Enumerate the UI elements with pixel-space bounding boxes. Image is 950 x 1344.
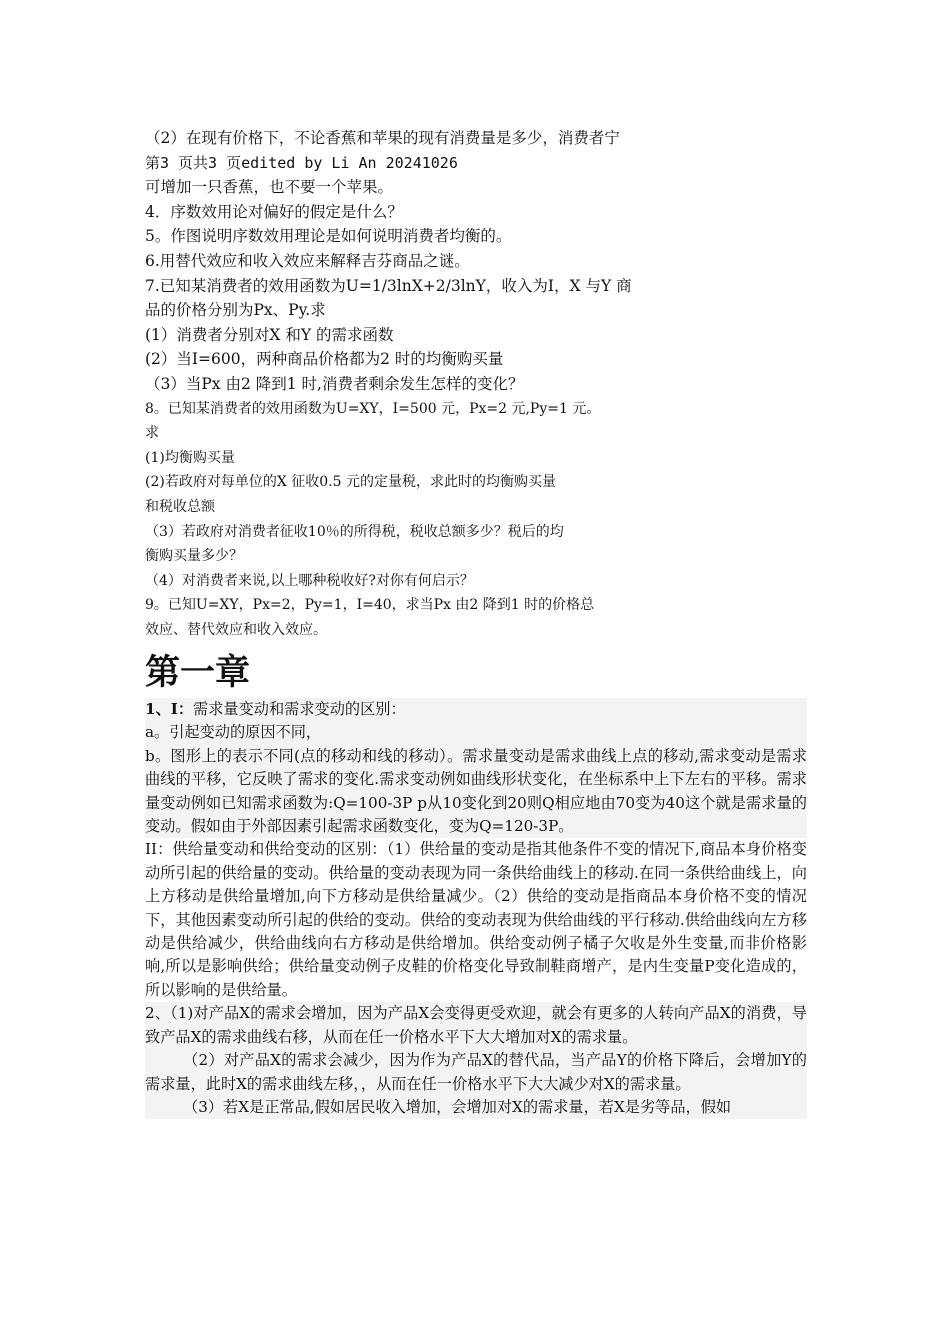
question-line: 9。已知U=XY，Px=2，Py=1，I=40，求当Px 由2 降到1 时的价格总 [145,597,595,614]
question-line: 求 [145,425,159,442]
question-line: 可增加一只香蕉，也不要一个苹果。 [145,178,394,197]
question-line: (2）当I=600，两种商品价格都为2 时的均衡购买量 [145,350,504,369]
question-line: (1）消费者分别对X 和Y 的需求函数 [145,325,394,344]
answer-2-part-2: （2）对产品X的需求会减少，因为作为产品X的替代品，当产品Y的价格下降后，会增加Y的需求量，此时X的需求曲线左移，，从而在任一价格水平下大大减少对X的需求量。 [145,1051,807,1093]
answer-1-title [145,698,807,721]
question-line: 8。已知某消费者的效用函数为U=XY，I=500 元，Px=2 元,Py=1 元。 [145,400,601,417]
answer-2-part-1: 2、（1)对产品X的需求会增加，因为产品X会变得更受欢迎，就会有更多的人转向产品X的消费，导致产品X的需求曲线右移，从而在任一价格水平下大大增加对X的需求量。 [145,1004,807,1046]
question-line: （2）在现有价格下，不论香蕉和苹果的现有消费量是多少，消费者宁 [145,129,620,147]
question-line: （4）对消费者来说,以上哪种税收好?对你有何启示？ [145,572,474,589]
chapter-heading: 第一章 [145,653,251,693]
question-line: 4．序数效用论对偏好的假定是什么？ [145,202,403,221]
question-line: 品的价格分别为Px、Py.求 [145,301,326,320]
question-line: 5。作图说明序数效用理论是如何说明消费者均衡的。 [145,227,512,246]
question-line: 效应、替代效应和收入效应。 [145,621,327,638]
answer-1-label: 1、I： [145,700,194,718]
question-line: 衡购买量多少？ [145,548,243,565]
question-list [145,126,805,642]
question-line: 和税收总额 [145,498,215,515]
answer-1-point-a: a。引起变动的原因不同， [145,723,322,742]
question-line: 6.用替代效应和收入效应来解释吉芬商品之谜。 [145,251,470,270]
page-footer-line: 第3 页共3 页edited by Li An 20241026 [145,153,458,172]
answer-1-block [145,698,807,838]
answer-1-heading: 需求量变动和需求变动的区别： [193,700,406,718]
question-line: (1)均衡购买量 [145,449,235,466]
question-line: （3）若政府对消费者征收10％的所得税，税收总额多少？税后的均 [145,523,564,540]
answer-2-part-3: （3）若X是正常品,假如居民收入增加，会增加对X的需求量，若X是劣等品，假如 [183,1097,732,1116]
question-line: （3）当Px 由2 降到1 时,消费者剩余发生怎样的变化？ [145,374,524,393]
answer-2-block [145,1002,807,1119]
question-line: 7.已知某消费者的效用函数为U=1/3lnX+2/3lnY，收入为I，X 与Y 商 [145,276,632,295]
answer-section [145,698,807,1119]
question-line: (2)若政府对每单位的X 征收0.5 元的定量税，求此时的均衡购买量 [145,474,556,491]
answer-1-part-ii: II：供给量变动和供给变动的区别：（1）供给量的变动是指其他条件不变的情况下,商品本身价格变动所引起的供给量的变动。供给量的变动表现为同一条供给曲线上的移动.在同一条供给曲线上，向上方移动是供给量增加,向下方移动是供给量减少。（2）供给的变动是指商品本身价格不变的情况下，其他因素变动所引起的供给的变动。供给的变动表现为供给曲线的平行移动.供给曲线向左方移动是供给减少，供给曲线向右方移动是供给增加。供给变动例子橘子欠收是外生变量,而非价格影响,所以是影响供给；供给量变动例子皮鞋的价格变化导致制鞋商增产，是内生变量P变化造成的，所以影响的是供给量。 [145,840,807,999]
answer-1-point-b: b。图形上的表示不同(点的移动和线的移动）。需求量变动是需求曲线上点的移动,需求变动是需求曲线的平移，它反映了需求的变化.需求变动例如曲线形状变化，在坐标系中上下左右的平移。需求量变动例如已知需求函数为:Q=100-3P p从10变化到20则Q相应地由70变为40这个就是需求量的变动。假如由于外部因素引起需求函数变化，变为Q=120-3P。 [145,746,807,836]
